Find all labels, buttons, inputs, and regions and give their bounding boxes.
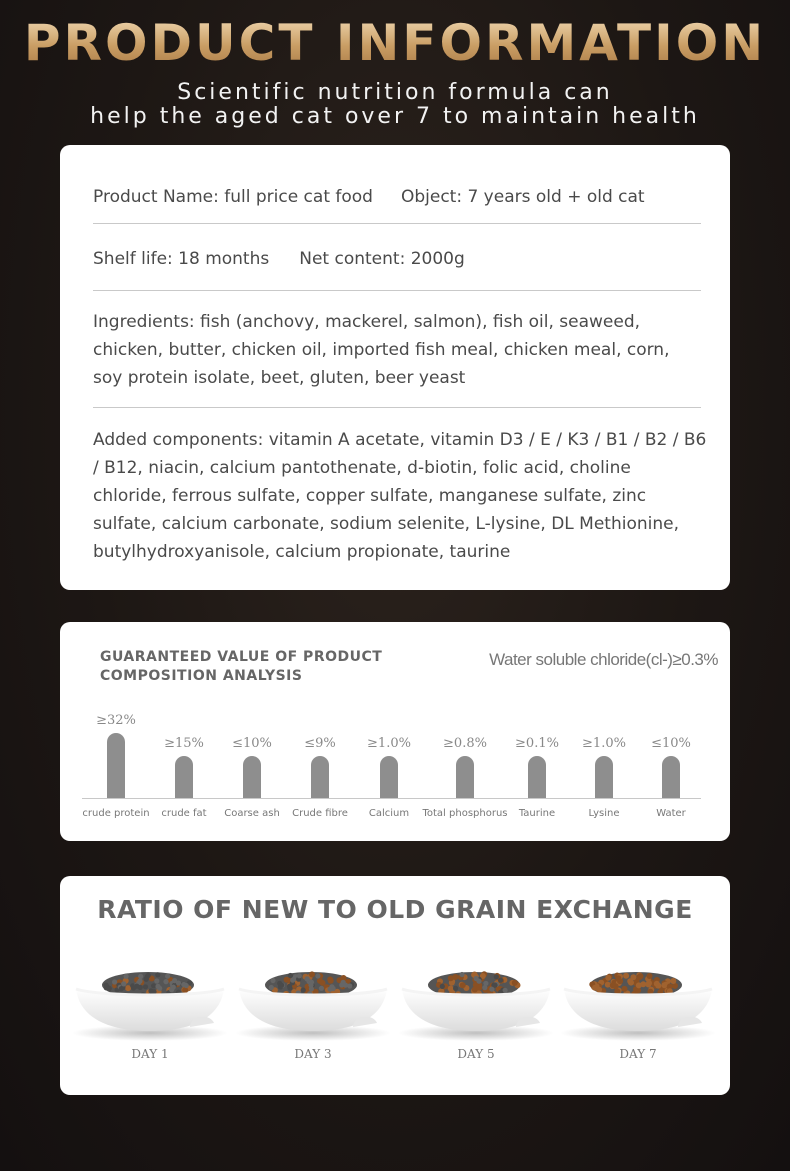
bar-value-label: ≤10% — [651, 736, 691, 751]
new-kibble — [328, 978, 334, 984]
old-kibble — [328, 987, 333, 992]
info-row-name-object — [93, 183, 701, 211]
bar — [380, 756, 398, 798]
bar-value-label: ≤10% — [232, 736, 272, 751]
chart-title-line-2: COMPOSITION ANALYSIS — [100, 668, 303, 684]
new-kibble — [592, 985, 598, 991]
old-kibble — [459, 972, 464, 977]
old-kibble — [341, 980, 346, 985]
chart-title — [100, 648, 382, 686]
old-kibble — [308, 983, 313, 988]
product-name-text: Product Name: full price cat food — [93, 187, 373, 207]
new-kibble — [654, 981, 660, 987]
ingredients-text: Ingredients: fish (anchovy, mackerel, salmon), fish oil, seaweed, chicken, butter, chicken oil, imported fish meal, chicken meal, corn, soy protein isolate, beet, gluten, beer yeast — [93, 312, 670, 388]
bar — [662, 756, 680, 798]
old-kibble — [287, 984, 292, 989]
new-kibble — [284, 977, 290, 983]
bar — [595, 756, 613, 798]
old-kibble — [270, 978, 275, 983]
old-kibble — [148, 988, 153, 993]
old-kibble — [503, 988, 508, 993]
bar-value-label: ≤9% — [304, 736, 336, 751]
new-kibble — [320, 980, 326, 986]
new-kibble — [460, 982, 466, 988]
old-kibble — [279, 983, 284, 988]
old-kibble — [453, 986, 458, 991]
chart-title-line-1: GUARANTEED VALUE OF PRODUCT — [100, 649, 383, 665]
day-label: DAY 5 — [457, 1047, 495, 1061]
new-kibble — [615, 975, 621, 981]
new-kibble — [647, 973, 653, 979]
old-kibble — [288, 973, 293, 978]
new-kibble — [613, 983, 619, 989]
bar — [107, 733, 125, 798]
new-kibble — [448, 975, 454, 981]
old-kibble — [121, 981, 126, 986]
page-subtitle-line-2: help the aged cat over 7 to maintain health — [90, 104, 700, 129]
divider — [93, 407, 701, 408]
old-kibble — [137, 978, 142, 983]
old-kibble — [181, 982, 186, 987]
grain-exchange-title: RATIO OF NEW TO OLD GRAIN EXCHANGE — [97, 895, 693, 924]
bowl-illustration — [396, 961, 556, 1041]
page-subtitle-line-1: Scientific nutrition formula can — [177, 80, 613, 105]
bar-value-label: ≥0.8% — [443, 736, 487, 751]
category-label: Crude fibre — [292, 808, 348, 819]
old-kibble — [124, 974, 129, 979]
bar — [311, 756, 329, 798]
old-kibble — [440, 984, 445, 989]
old-kibble — [489, 987, 494, 992]
old-kibble — [107, 986, 112, 991]
day-label: DAY 7 — [619, 1047, 657, 1061]
day-label: DAY 1 — [131, 1047, 169, 1061]
category-label: crude protein — [82, 808, 150, 819]
category-label: Taurine — [518, 808, 556, 819]
bar-value-label: ≥32% — [96, 713, 136, 728]
bar-value-label: ≥1.0% — [582, 736, 626, 751]
new-kibble — [622, 986, 628, 992]
old-kibble — [155, 972, 160, 977]
food-bowl — [558, 961, 718, 1061]
net-content-text: Net content: 2000g — [299, 249, 465, 269]
old-kibble — [163, 979, 168, 984]
new-kibble — [637, 973, 643, 979]
old-kibble — [482, 985, 487, 990]
old-kibble — [297, 973, 302, 978]
category-label: Coarse ash — [224, 808, 280, 819]
divider — [93, 223, 701, 224]
new-kibble — [309, 971, 315, 977]
day-label: DAY 3 — [294, 1047, 332, 1061]
new-kibble — [512, 980, 518, 986]
new-kibble — [605, 975, 611, 981]
bar-value-label: ≥1.0% — [367, 736, 411, 751]
category-label: Lysine — [588, 808, 620, 819]
old-kibble — [305, 976, 310, 981]
added-components-text: Added components: vitamin A acetate, vitamin D3 / E / K3 / B1 / B2 / B6 / B12, niacin, calcium pantothenate, d-biotin, folic acid, choline chloride, ferrous sulfate, copper sulfate, manganese sulfate, zinc sulfate, calcium carbonate, sodium selenite, L-lysine, DL Methionine, butylhydroxyanisole, calcium propionate, taurine — [93, 430, 707, 562]
product-info-card — [60, 145, 730, 590]
old-kibble — [119, 986, 124, 991]
category-label: Total phosphorus — [422, 808, 508, 819]
bar — [456, 756, 474, 798]
new-kibble — [630, 974, 636, 980]
old-kibble — [171, 985, 176, 990]
bar — [175, 756, 193, 798]
bar — [528, 756, 546, 798]
old-kibble — [347, 983, 352, 988]
old-kibble — [494, 974, 499, 979]
old-kibble — [138, 974, 143, 979]
shelf-life-text: Shelf life: 18 months — [93, 249, 270, 269]
old-kibble — [269, 985, 274, 990]
food-bowl — [396, 961, 556, 1061]
old-kibble — [151, 983, 156, 988]
old-kibble — [176, 980, 181, 985]
info-row-shelf-net — [93, 245, 701, 273]
old-kibble — [319, 986, 324, 991]
object-text: Object: 7 years old + old cat — [400, 187, 645, 207]
old-kibble — [112, 979, 117, 984]
new-kibble — [476, 985, 482, 991]
old-kibble — [301, 988, 306, 993]
old-kibble — [492, 983, 497, 988]
old-kibble — [154, 978, 159, 983]
chart-baseline — [82, 798, 701, 799]
new-kibble — [661, 982, 667, 988]
new-kibble — [670, 978, 676, 984]
new-kibble — [636, 982, 642, 988]
bowl-illustration — [233, 961, 393, 1041]
old-kibble — [498, 978, 503, 983]
new-kibble — [182, 987, 188, 993]
grain-exchange-card — [60, 876, 730, 1095]
category-label: crude fat — [161, 808, 207, 819]
bar — [243, 756, 261, 798]
bar-value-label: ≥15% — [164, 736, 204, 751]
new-kibble — [628, 980, 634, 986]
category-label: Calcium — [368, 808, 410, 819]
bowl-illustration — [558, 961, 718, 1041]
old-kibble — [315, 973, 320, 978]
old-kibble — [146, 973, 151, 978]
old-kibble — [165, 974, 170, 979]
divider — [93, 290, 701, 291]
bowl-illustration — [70, 961, 230, 1041]
old-kibble — [155, 984, 160, 989]
chloride-note: Water soluble chloride(cl-)≥0.3% — [489, 650, 718, 669]
old-kibble — [474, 976, 479, 981]
bar-value-label: ≥0.1% — [515, 736, 559, 751]
composition-analysis-card — [60, 622, 730, 841]
old-kibble — [143, 984, 148, 989]
category-label: Water — [656, 808, 686, 819]
old-kibble — [131, 985, 136, 990]
food-bowl — [70, 961, 230, 1061]
page-title: PRODUCT INFORMATION — [0, 14, 790, 72]
new-kibble — [623, 973, 629, 979]
food-bowl — [233, 961, 393, 1061]
